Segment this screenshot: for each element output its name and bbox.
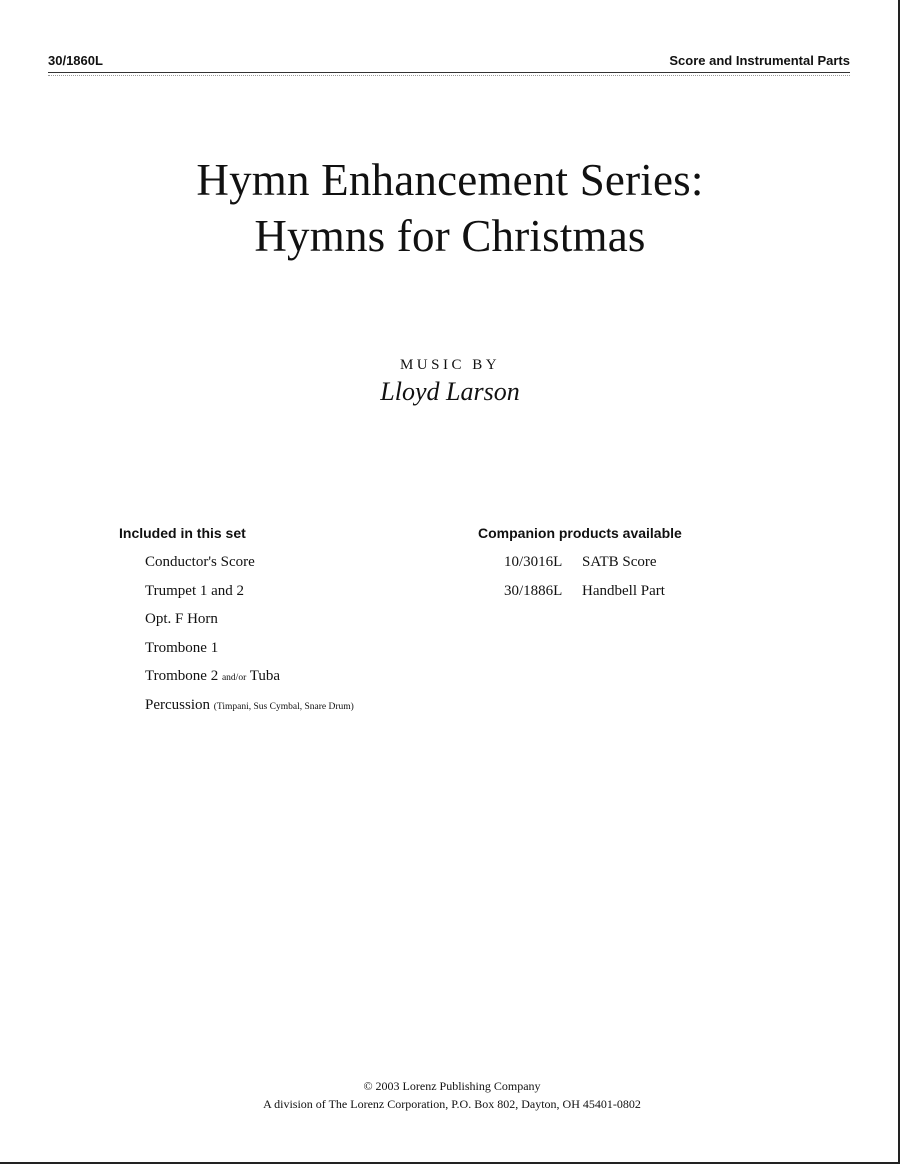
included-item-label: Trombone 2 bbox=[145, 668, 219, 685]
included-list bbox=[145, 552, 354, 724]
product-category: Score and Instrumental Parts bbox=[669, 53, 850, 68]
list-item bbox=[145, 581, 354, 610]
included-item-label: Trumpet 1 and 2 bbox=[145, 582, 245, 599]
credit-label: MUSIC BY bbox=[399, 357, 501, 373]
list-item bbox=[145, 552, 354, 581]
page-header bbox=[48, 52, 850, 72]
catalog-number: 30/1860L bbox=[48, 53, 103, 68]
title-line-2: Hymns for Christmas bbox=[254, 211, 646, 261]
list-item bbox=[504, 552, 665, 581]
page-title bbox=[0, 152, 900, 264]
list-item bbox=[145, 695, 354, 724]
title-line-1: Hymn Enhancement Series: bbox=[196, 155, 704, 205]
included-item-label: Opt. F Horn bbox=[145, 611, 218, 628]
included-item-label-after: Tuba bbox=[249, 668, 281, 685]
header-divider bbox=[48, 72, 850, 73]
list-item bbox=[504, 581, 665, 610]
included-item-note: and/or bbox=[221, 673, 247, 684]
companion-list bbox=[504, 552, 665, 609]
included-item-label: Trombone 1 bbox=[145, 639, 219, 656]
included-item-label: Conductor's Score bbox=[145, 554, 255, 570]
companion-catalog-number: 30/1886L bbox=[504, 582, 563, 599]
composer-name: Lloyd Larson bbox=[380, 377, 520, 406]
publisher-address: A division of The Lorenz Corporation, P.O. Box 802, Dayton, OH 45401-0802 bbox=[263, 1097, 641, 1111]
companion-item-label: Handbell Part bbox=[582, 582, 665, 599]
list-item bbox=[145, 666, 354, 695]
companion-item-label: SATB Score bbox=[582, 554, 657, 570]
copyright-line: © 2003 Lorenz Publishing Company bbox=[363, 1079, 541, 1093]
included-heading: Included in this set bbox=[119, 525, 246, 541]
included-item-note: (Timpani, Sus Cymbal, Snare Drum) bbox=[213, 701, 354, 712]
included-item-label: Percussion bbox=[145, 696, 210, 713]
list-item bbox=[145, 638, 354, 667]
header-divider-dotted bbox=[48, 75, 850, 76]
companion-catalog-number: 10/3016L bbox=[504, 554, 563, 570]
companion-heading: Companion products available bbox=[478, 525, 682, 541]
page-footer bbox=[0, 1077, 900, 1113]
list-item bbox=[145, 609, 354, 638]
